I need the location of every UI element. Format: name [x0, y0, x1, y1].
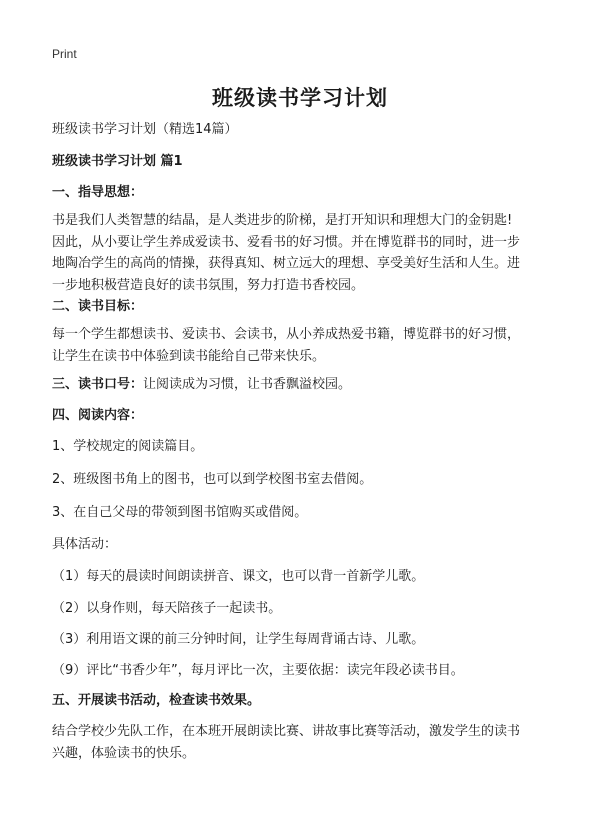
- paragraph-reading-goals: [52, 324, 552, 367]
- activity-item: （2）以身作则，每天陪孩子一起读书。: [52, 601, 282, 616]
- heading-reading-activities: 五、开展读书活动，检查读书效果。: [52, 693, 261, 708]
- paragraph-guiding-ideology: [52, 210, 552, 296]
- heading-reading-content: 四、阅读内容：: [52, 408, 144, 423]
- list-item: 3、在自己父母的带领到图书馆购买或借阅。: [52, 505, 308, 520]
- print-link[interactable]: Print: [52, 47, 77, 61]
- paragraph-line: 书是我们人类智慧的结晶，是人类进步的阶梯，是打开知识和理想大门的金钥匙!: [52, 213, 513, 228]
- heading-reading-goals: 二、读书目标：: [52, 299, 144, 314]
- paragraph-line: 因此，从小要让学生养成爱读书、爱看书的好习惯。并在博览群书的同时，进一步: [52, 234, 521, 250]
- list-item: 2、班级图书角上的图书，也可以到学校图书室去借阅。: [52, 472, 373, 487]
- document-subtitle: 班级读书学习计划（精选14篇）: [52, 122, 238, 137]
- reading-slogan: [52, 374, 552, 396]
- activities-label: 具体活动：: [52, 537, 118, 552]
- paragraph-line: 地陶冶学生的高尚的情操，获得真知、树立远大的理想、享受美好生活和人生。进: [52, 256, 521, 271]
- activity-item: （3）利用语文课的前三分钟时间，让学生每周背诵古诗、儿歌。: [52, 632, 425, 647]
- paragraph-line: 每一个学生都想读书、爱读书、会读书，从小养成热爱书籍，博览群书的好习惯，: [52, 327, 521, 342]
- paragraph-reading-activities: [52, 721, 552, 764]
- activity-item: （9）评比“书香少年”，每月评比一次，主要依据：读完年段必读书目。: [52, 663, 464, 678]
- page-title: 班级读书学习计划: [212, 86, 388, 110]
- paragraph-line: 一步地积极营造良好的读书氛围，努力打造书香校园。: [52, 277, 365, 293]
- activity-item: （1）每天的晨读时间朗读拼音、课文，也可以背一首新学儿歌。: [52, 569, 425, 584]
- heading-reading-slogan: 三、读书口号：: [52, 377, 144, 392]
- paragraph-line: 结合学校少先队工作，在本班开展朗读比赛、讲故事比赛等活动，激发学生的读书: [52, 724, 521, 739]
- section-title: 班级读书学习计划 篇1: [52, 154, 183, 169]
- list-item: 1、学校规定的阅读篇目。: [52, 439, 204, 454]
- paragraph-line: 让学生在读书中体验到读书能给自己带来快乐。: [52, 348, 326, 364]
- paragraph-line: 兴趣，体验读书的快乐。: [52, 745, 196, 761]
- heading-guiding-ideology: 一、指导思想：: [52, 185, 144, 200]
- slogan-text: 让阅读成为习惯，让书香飘溢校园。: [143, 377, 352, 392]
